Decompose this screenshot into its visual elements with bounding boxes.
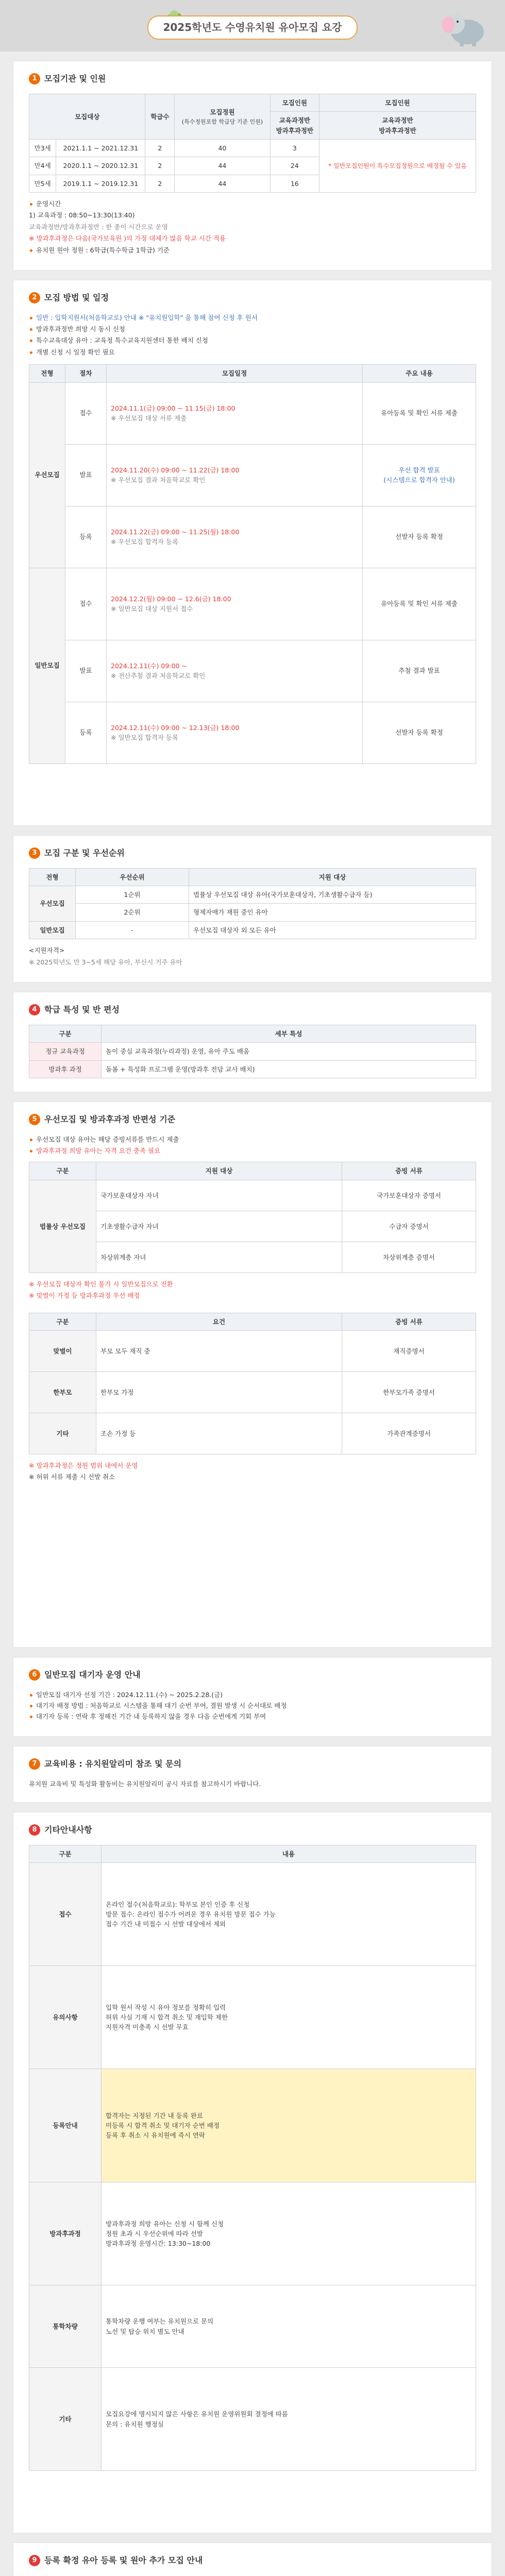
table-row: 통학차량 통학차량 운행 여부는 유치원으로 문의 노선 및 탑승 위치 별도 안내	[29, 2285, 476, 2368]
section-number: 4	[29, 1004, 40, 1015]
table-row: 우선모집 접수 2024.11.1(금) 09:00 ~ 11.15(금) 18:00 ※ 우선모집 대상 서류 제출 유아등록 및 확인 서류 제출	[29, 382, 476, 444]
table-row: 기타 모집요강에 명시되지 않은 사항은 유치원 운영위원회 결정에 따름 문의 : 유치원 행정실	[29, 2368, 476, 2471]
section-recruitment-info	[13, 61, 492, 270]
section-schedule	[13, 280, 492, 826]
section-criteria: 5 우선모집 및 방과후과정 반편성 기준 우선모집 대상 유아는 해당 증빙서류를 반드시 제출 방과후과정 희망 유아는 자격 요건 충족 필요 구분 지원 대상 증빙 서류 법률상 우선모집 국가보훈대상자 자녀 국가보훈대상자 증명서 기초생활수급자 자녀 수급자 증명서 차상위계층 자녀 차상위계층 증명서 ※ 우선모집 대상자 확인 불가 시 일반모집으로 전환 ※ 맞벌이 가정 등 방과후과정 우선 배정 구분 요건 증빙 서류 맞벌이 부모 모두 재직 중 재직증명서 한부모 한부모 가정 한부모가족 증명서 기타 조손 가정 등 가족관계증명서 ※ 방과후과정은 정원 범위 내에서 운영 ※ 허위 서류 제출 시 선발 취소	[13, 1101, 492, 1648]
table-row: 만4세 2020.1.1 ~ 2020.12.31 2 44 24	[29, 157, 476, 175]
page-title: 2025학년도 수영유치원 유아모집 요강	[0, 15, 505, 40]
table-row: 한부모 한부모 가정 한부모가족 증명서	[29, 1371, 476, 1413]
table-row: 기초생활수급자 자녀 수급자 증명서	[29, 1211, 476, 1242]
section-number: 5	[29, 1114, 40, 1125]
table-row: 일반모집 - 우선모집 대상자 외 모든 유아	[29, 921, 476, 939]
table-row: 발표 2024.11.20(수) 09:00 ~ 11.22(금) 18:00 ※ 우선모집 결과 처음학교로 확인 우선 합격 발표 (시스템으로 합격자 안내)	[29, 444, 476, 506]
section-number: 7	[29, 1758, 40, 1770]
section-title: 학급 특성 및 반 편성	[44, 1004, 120, 1014]
section-title: 모집 구분 및 우선순위	[44, 848, 125, 858]
notes: 운영시간 1) 교육과정 : 08:50~13:30(13:40) 교육과정반/방과후과정반 : 한 종이 시간으로 운영 ※ 방과후과정은 다음(국가보육원 )의 가정 대체가 많음 학교 시간 적용 유치원 원아 정원 : 6학급(특수학급 1학급) 기준	[29, 199, 476, 255]
side-note: * 일반모집인원이 특수모집정원으로 배정될 수 있음	[319, 139, 476, 192]
afterschool-table: 구분 요건 증빙 서류 맞벌이 부모 모두 재직 중 재직증명서 한부모 한부모 가정 한부모가족 증명서 기타 조손 가정 등 가족관계증명서	[29, 1313, 476, 1454]
section-number: 9	[29, 2555, 40, 2566]
section-number: 3	[29, 848, 40, 859]
features-table: 구분 세부 특성 정규 교육과정 놀이 중심 교육과정(누리과정) 운영, 유아 주도 배움 방과후 과정 돌봄 + 특성화 프로그램 운영(방과후 전담 교사 배치)	[29, 1025, 476, 1078]
table-row: 만5세 2019.1.1 ~ 2019.12.31 2 44 16	[29, 175, 476, 192]
section-title: 기타안내사항	[44, 1824, 92, 1835]
intro-notes: 일반 : 입학지원서(처음학교로) 안내 ※ "유치원입학" 을 통해 참여 신청 후 원서 방과후과정반 희망 시 동시 신청 특수교육대상 유아 : 교육청 특수교육지원센터 통한 배치 신청 개별 신청 시 일정 확인 필요	[29, 313, 476, 358]
section-class-features	[13, 992, 492, 1092]
other-info-table: 구분 내용 접수 온라인 접수(처음학교로): 학부모 본인 인증 후 신청 방문 접수: 온라인 접수가 어려운 경우 유치원 방문 접수 가능 접수 기간 내 미접수 시 선발 대상에서 제외 유의사항 입학 원서 작성 시 유아 정보를 정확히 입력 허위 사실 기재 시 합격 취소 및 재입학 제한 지원자격 미충족 시 선발 무효 등록안내 합격자는 지정된 기간 내 등록 완료 미등록 시 합격 취소 및 대기자 순번 배정 등록 후 취소 시 유치원에 즉시 연락 방과후과정 방과후과정 희망 유아는 신청 시 함께 신청 정원 초과 시 우선순위에 따라 선발 방과후과정 운영시간: 13:30~18:00 통학차량 통학차량 운행 여부는 유치원으로 문의 노선 및 탑승 위치 별도 안내 기타 모집요강에 명시되지 않은 사항은 유치원 운영위원회 결정에 따름 문의 : 유치원 행정실	[29, 1845, 476, 2471]
table-row: 법률상 우선모집 국가보훈대상자 자녀 국가보훈대상자 증명서	[29, 1180, 476, 1211]
section-registration	[13, 2543, 492, 2576]
table-row: 방과후 과정 돌봄 + 특성화 프로그램 운영(방과후 전담 교사 배치)	[29, 1060, 476, 1078]
table-row: 발표 2024.12.11(수) 09:00 ~ ※ 전산추첨 결과 처음학교로 확인 추첨 결과 발표	[29, 640, 476, 702]
table-row: 등록 2024.11.22(금) 09:00 ~ 11.25(월) 18:00 ※ 우선모집 합격자 등록 선발자 등록 확정	[29, 506, 476, 568]
section-title: 등록 확정 유아 등록 및 원아 추가 모집 안내	[44, 2555, 203, 2565]
section-title: 일반모집 대기자 운영 안내	[44, 1669, 141, 1680]
section-number: 1	[29, 73, 40, 84]
section-waitlist: 6 일반모집 대기자 운영 안내 일반모집 대기자 선정 기간 : 2024.12.11.(수) ~ 2025.2.28.(금) 대기자 배정 방법 : 처음학교로 시스템을 통해 대기 순번 부여, 결원 발생 시 순서대로 배정 대기자 등록 : 연락 후 정해진 기간 내 등록하지 않을 경우 다음 순번에게 기회 부여	[13, 1657, 492, 1737]
table-row: 만3세 2021.1.1 ~ 2021.12.31 2 40 3 * 일반모집인원이 특수모집정원으로 배정될 수 있음	[29, 139, 476, 157]
table-row: 일반모집 접수 2024.12.2(월) 09:00 ~ 12.6(금) 18:00 ※ 일반모집 대상 지원서 접수 유아등록 및 확인 서류 제출	[29, 568, 476, 640]
section-title: 모집 방법 및 일정	[44, 292, 109, 302]
table-row: 우선모집 1순위 법률상 우선모집 대상 유아(국가보훈대상자, 기초생활수급자 등)	[29, 886, 476, 904]
recruitment-table: 모집대상 학급수 모집정원 (특수정원포함 학급당 기준 인원) 모집인원 모집인원 교육과정반 방과후과정반 교육과정반 방과후과정반 만3세 2021.1.1 ~ 2021.12.31 2 40 3 * 일반모집인원이 특수모집정원으로 배정될 수 있음 만4세 2020.1.1 ~ 2020.12.31 2 44 24 만5세 2019.1.1 ~ 2019.12.31 2 44 16	[29, 94, 476, 193]
table-row: 접수 온라인 접수(처음학교로): 학부모 본인 인증 후 신청 방문 접수: 온라인 접수가 어려운 경우 유치원 방문 접수 가능 접수 기간 내 미접수 시 선발 대상에서 제외	[29, 1863, 476, 1966]
section-title: 교육비용 : 유치원알리미 참조 및 문의	[44, 1758, 182, 1769]
section-other-info	[13, 1812, 492, 2533]
section-number: 6	[29, 1669, 40, 1681]
section-title: 우선모집 및 방과후과정 반편성 기준	[44, 1114, 176, 1124]
section-tuition: 7 교육비용 : 유치원알리미 참조 및 문의 유치원 교육비 및 특성화 활동비는 유치원알리미 공시 자료를 참고하시기 바랍니다.	[13, 1746, 492, 1803]
table-row: 등록안내 합격자는 지정된 기간 내 등록 완료 미등록 시 합격 취소 및 대기자 순번 배정 등록 후 취소 시 유치원에 즉시 연락	[29, 2069, 476, 2182]
schedule-table: 전형 절차 모집일정 주요 내용 우선모집 접수 2024.11.1(금) 09:00 ~ 11.15(금) 18:00 ※ 우선모집 대상 서류 제출 유아등록 및 확인 서류 제출 발표 2024.11.20(수) 09:00 ~ 11.22(금) 18:00 ※ 우선모집 결과 처음학교로 확인 우선 합격 발표 (시스템으로 합격자 안내) 등록 2024.11.22(금) 09:00 ~ 11.25(월) 18:00 ※ 우선모집 합격자 등록 선발자 등록 확정 일반모집 접수 2024.12.2(월) 09:00 ~ 12.6(금) 18:00 ※ 일반모집 대상 지원서 접수 유아등록 및 확인 서류 제출 발표 2024.12.11(수) 09:00 ~ ※ 전산추첨 결과 처음학교로 확인 추첨 결과 발표 등록 2024.12.11(수) 09:00 ~ 12.13(금) 18:00 ※ 일반모집 합격자 등록 선발자 등록 확정	[29, 364, 476, 764]
section-priority: 3 모집 구분 및 우선순위 전형 우선순위 지원 대상 우선모집 1순위 법률상 우선모집 대상 유아(국가보훈대상자, 기초생활수급자 등) 2순위 형제자매가 재원 중인 유아 일반모집 - 우선모집 대상자 외 모든 유아 <지원자격> ※ 2025학년도 만 3~5세 해당 유아, 부산시 거주 유아	[13, 835, 492, 982]
section-number: 2	[29, 292, 40, 303]
table-row: 정규 교육과정 놀이 중심 교육과정(누리과정) 운영, 유아 주도 배움	[29, 1043, 476, 1060]
table-row: 맞벌이 부모 모두 재직 중 재직증명서	[29, 1330, 476, 1371]
elephant-icon	[439, 7, 491, 48]
table-row: 방과후과정 방과후과정 희망 유아는 신청 시 함께 신청 정원 초과 시 우선순위에 따라 선발 방과후과정 운영시간: 13:30~18:00	[29, 2182, 476, 2285]
header	[0, 0, 505, 52]
table-row: 기타 조손 가정 등 가족관계증명서	[29, 1413, 476, 1454]
table-row: 유의사항 입학 원서 작성 시 유아 정보를 정확히 입력 허위 사실 기재 시 합격 취소 및 재입학 제한 지원자격 미충족 시 선발 무효	[29, 1966, 476, 2069]
priority-table: 전형 우선순위 지원 대상 우선모집 1순위 법률상 우선모집 대상 유아(국가보훈대상자, 기초생활수급자 등) 2순위 형제자매가 재원 중인 유아 일반모집 - 우선모집 대상자 외 모든 유아	[29, 868, 476, 940]
section-title: 모집기관 및 인원	[44, 74, 106, 83]
table-row: 2순위 형제자매가 재원 중인 유아	[29, 904, 476, 921]
criteria-table: 구분 지원 대상 증빙 서류 법률상 우선모집 국가보훈대상자 자녀 국가보훈대상자 증명서 기초생활수급자 자녀 수급자 증명서 차상위계층 자녀 차상위계층 증명서	[29, 1162, 476, 1273]
section-number: 8	[29, 1824, 40, 1836]
table-row: 차상위계층 자녀 차상위계층 증명서	[29, 1242, 476, 1273]
table-row: 등록 2024.12.11(수) 09:00 ~ 12.13(금) 18:00 ※ 일반모집 합격자 등록 선발자 등록 확정	[29, 702, 476, 764]
